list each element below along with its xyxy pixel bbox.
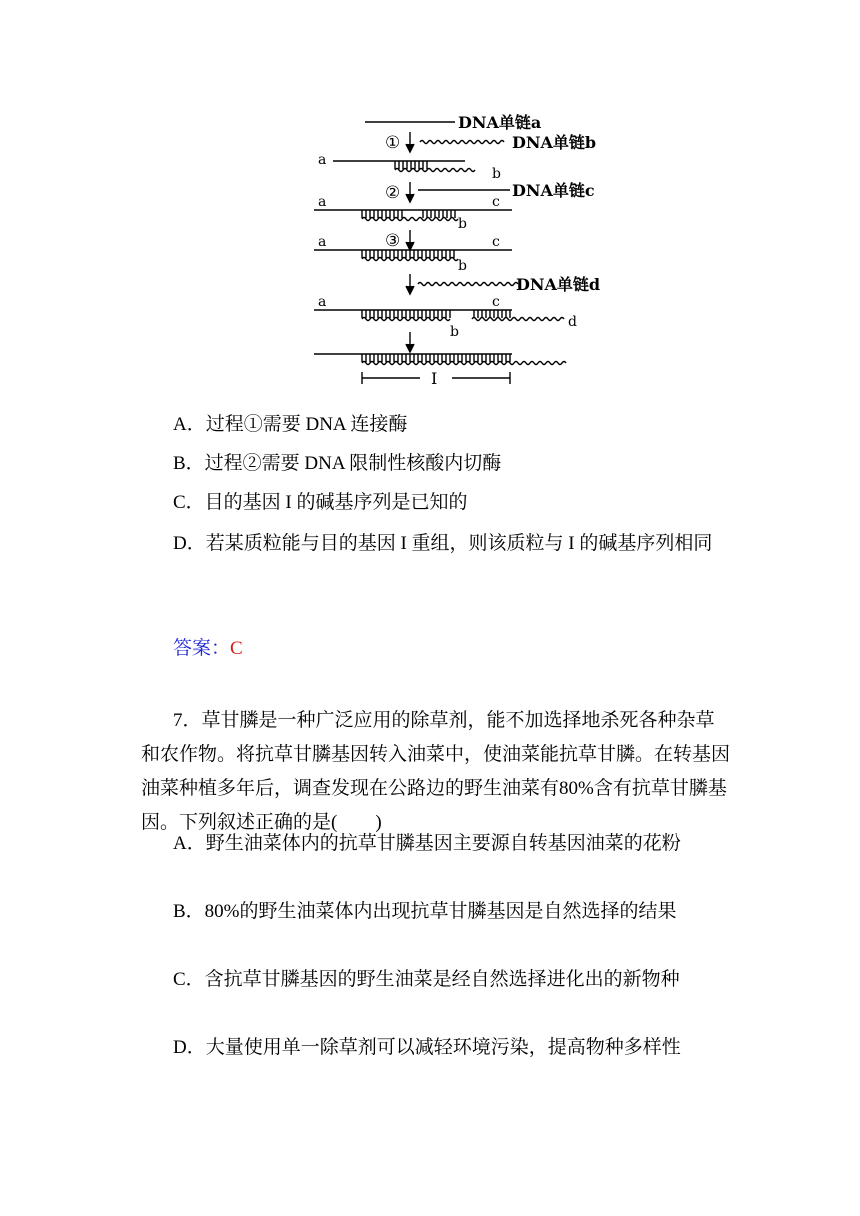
- q6-option-c: C．目的基因 I 的碱基序列是已知的: [173, 492, 468, 513]
- svg-text:a: a: [318, 194, 327, 210]
- svg-text:b: b: [458, 258, 467, 274]
- q7-option-d: D．大量使用单一除草剂可以减轻环境污染，提高物种多样性: [173, 1037, 681, 1058]
- label-strand-c: DNA单链c: [512, 181, 595, 200]
- svg-text:c: c: [492, 294, 500, 310]
- svg-text:b: b: [492, 166, 501, 182]
- label-strand-d: DNA单链d: [516, 275, 601, 294]
- dna-synthesis-diagram: [300, 100, 620, 395]
- svg-text:d: d: [568, 314, 577, 330]
- svg-text:c: c: [492, 194, 500, 210]
- q6-option-a: A．过程①需要 DNA 连接酶: [173, 414, 408, 435]
- label-strand-b: DNA单链b: [512, 133, 597, 152]
- strand-b-wavy: [420, 141, 504, 144]
- answer-value: C: [230, 638, 243, 659]
- q6-option-b: B．过程②需要 DNA 限制性核酸内切酶: [173, 453, 502, 474]
- svg-text:a: a: [318, 234, 327, 250]
- strand-d-wavy: [418, 283, 518, 286]
- step3-label: ③: [385, 231, 401, 251]
- svg-text:c: c: [492, 234, 500, 250]
- svg-text:a: a: [318, 294, 327, 310]
- svg-text:b: b: [458, 216, 467, 232]
- step2-label: ②: [385, 183, 401, 203]
- q7-option-a: A．野生油菜体内的抗草甘膦基因主要源自转基因油菜的花粉: [173, 833, 681, 854]
- svg-text:a: a: [318, 152, 327, 168]
- svg-text:b: b: [450, 324, 459, 340]
- q6-option-d: D．若某质粒能与目的基因 I 重组，则该质粒与 I 的碱基序列相同: [173, 533, 713, 554]
- q6-answer: [173, 634, 243, 663]
- q7-option-b: B．80%的野生油菜体内出现抗草甘膦基因是自然选择的结果: [173, 901, 677, 922]
- label-strand-a: DNA单链a: [458, 113, 542, 132]
- q7-option-c: C．含抗草甘膦基因的野生油菜是经自然选择进化出的新物种: [173, 969, 680, 990]
- q7-stem: 7．草甘膦是一种广泛应用的除草剂，能不加选择地杀死各种杂草和农作物。将抗草甘膦基因转入油菜中，使油菜能抗草甘膦。在转基因油菜种植多年后，调查发现在公路边的野生油菜有80%含有抗草甘膦基因。下列叙述正确的是( ): [141, 710, 731, 833]
- gene-I-label: I: [431, 369, 438, 388]
- answer-label: 答案：: [173, 637, 231, 659]
- step1-label: ①: [385, 133, 401, 153]
